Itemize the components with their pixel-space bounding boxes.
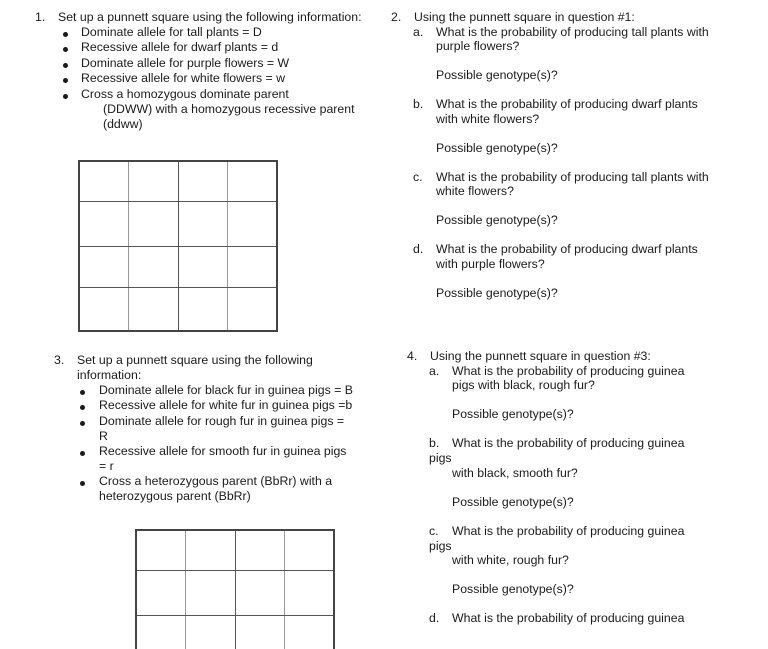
q2-part-letter: c. [413, 170, 423, 184]
grid-line [137, 615, 333, 616]
q3-bullet: = r [99, 459, 114, 473]
q2-part-question: What is the probability of producing dwarf plants [436, 97, 698, 111]
q2-number: 2. [391, 10, 402, 24]
q2-part-question: with white flowers? [436, 112, 540, 126]
q2-part-letter: a. [413, 25, 424, 39]
q3-bullet: Dominate allele for rough fur in guinea pigs = [99, 414, 345, 428]
q2-part-question: white flowers? [436, 184, 514, 198]
q2-part-letter: b. [413, 97, 424, 111]
q3-number: 3. [54, 353, 65, 367]
q4-part-letter: a. [429, 364, 440, 378]
q1-bullet: Dominate allele for tall plants = D [81, 25, 262, 39]
q2-prompt: Using the punnett square in question #1: [414, 10, 635, 24]
q2-part-genotype: Possible genotype(s)? [436, 213, 558, 227]
grid-line [137, 570, 333, 571]
q1-number: 1. [35, 10, 46, 24]
q2-part-genotype: Possible genotype(s)? [436, 68, 558, 82]
grid-line [284, 531, 285, 649]
bullet-icon [80, 390, 85, 395]
q4-part-question: What is the probability of producing guinea [452, 611, 685, 625]
q4-part-question: with white, rough fur? [452, 553, 569, 567]
q4-part-question: What is the probability of producing guinea [452, 436, 685, 450]
q1-bullet: Recessive allele for white flowers = w [81, 71, 286, 85]
bullet-icon [80, 451, 85, 456]
q1-bullet: Recessive allele for dwarf plants = d [81, 40, 279, 54]
punnett-square-2 [135, 529, 335, 649]
q4-number: 4. [407, 349, 418, 363]
q4-part-genotype: Possible genotype(s)? [452, 407, 574, 421]
bullet-icon [63, 32, 68, 37]
q3-bullet: R [99, 429, 108, 443]
q4-part-genotype: Possible genotype(s)? [452, 582, 574, 596]
q3-bullet: Recessive allele for smooth fur in guinea pigs [99, 444, 347, 458]
q1-cross-continued: (DDWW) with a homozygous recessive parent [103, 102, 355, 116]
grid-line [80, 201, 276, 202]
q2-part-genotype: Possible genotype(s)? [436, 141, 558, 155]
q4-part-question: with black, smooth fur? [452, 466, 578, 480]
q2-part-question: with purple flowers? [436, 257, 545, 271]
q2-part-letter: d. [413, 242, 424, 256]
bullet-icon [63, 94, 68, 99]
grid-line [235, 531, 236, 649]
grid-line [80, 246, 276, 247]
bullet-icon [80, 405, 85, 410]
q2-part-genotype: Possible genotype(s)? [436, 286, 558, 300]
q4-prompt: Using the punnett square in question #3: [430, 349, 651, 363]
punnett-square-1 [78, 160, 278, 332]
bullet-icon [63, 63, 68, 68]
q2-part-question: purple flowers? [436, 39, 520, 53]
bullet-icon [80, 481, 85, 486]
q3-bullet: Dominate allele for black fur in guinea pigs = B [99, 383, 353, 397]
q4-part-genotype: Possible genotype(s)? [452, 495, 574, 509]
q4-part-question: pigs [429, 451, 452, 465]
q2-part-question: What is the probability of producing dwarf plants [436, 242, 698, 256]
q3-bullet: Recessive allele for white fur in guinea pigs =b [99, 398, 353, 412]
q1-cross-continued: (ddww) [103, 117, 143, 131]
bullet-icon [63, 47, 68, 52]
q3-bullet: Cross a heterozygous parent (BbRr) with a [99, 474, 333, 488]
q3-bullet: heterozygous parent (BbRr) [99, 489, 251, 503]
q3-prompt: Set up a punnett square using the following [77, 353, 313, 367]
bullet-icon [63, 78, 68, 83]
q3-prompt: information: [77, 368, 142, 382]
q1-bullet: Dominate allele for purple flowers = W [81, 56, 290, 70]
q1-prompt: Set up a punnett square using the following information: [58, 10, 362, 24]
q4-part-question: pigs with black, rough fur? [452, 378, 595, 392]
q4-part-letter: b. [429, 436, 440, 450]
q4-part-question: pigs [429, 539, 452, 553]
q2-part-question: What is the probability of producing tall plants with [436, 170, 709, 184]
grid-line [80, 287, 276, 288]
q4-part-question: What is the probability of producing guinea [452, 364, 685, 378]
q4-part-letter: c. [429, 524, 439, 538]
q4-part-question: What is the probability of producing guinea [452, 524, 685, 538]
q1-bullet: Cross a homozygous dominate parent [81, 87, 289, 101]
q4-part-letter: d. [429, 611, 440, 625]
bullet-icon [80, 421, 85, 426]
q2-part-question: What is the probability of producing tall plants with [436, 25, 709, 39]
grid-line [185, 531, 186, 649]
